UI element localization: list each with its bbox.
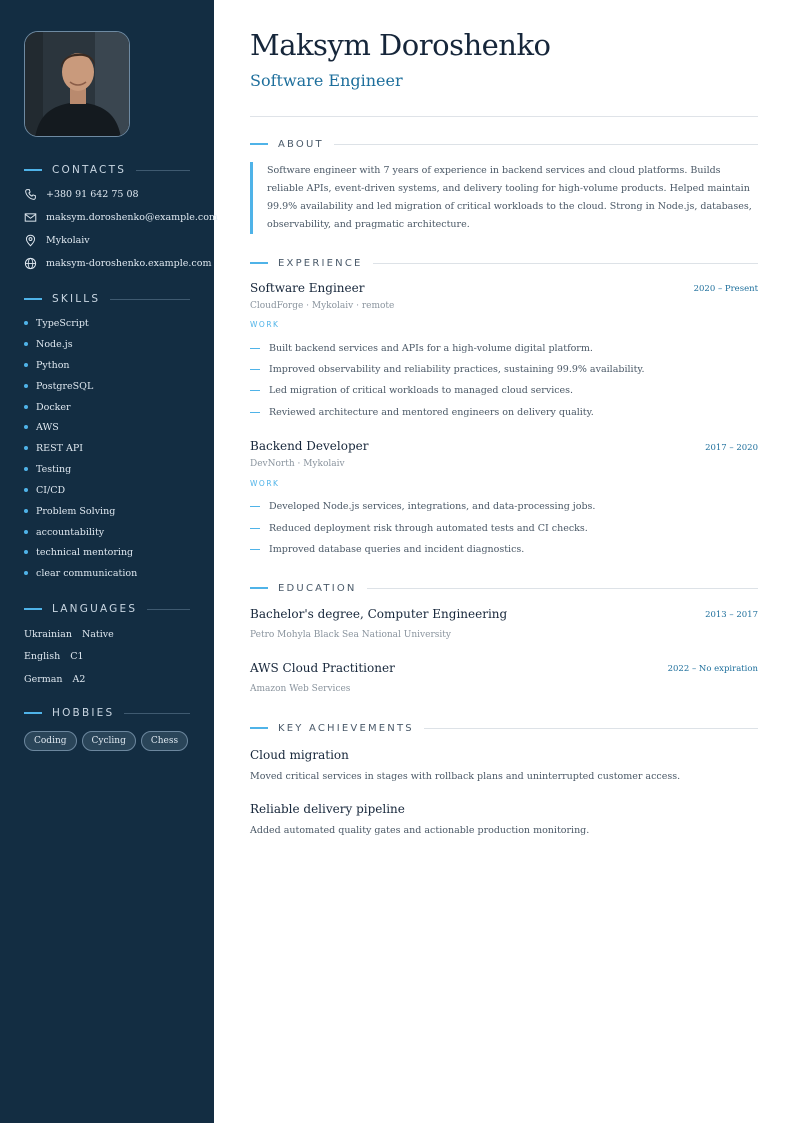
skill-label: REST API <box>36 442 83 454</box>
skill-label: clear communication <box>36 567 138 579</box>
experience-title: Backend Developer <box>250 439 369 453</box>
about-heading-label: ABOUT <box>278 138 324 150</box>
skill-item <box>24 316 89 330</box>
person-portrait-icon <box>25 32 130 137</box>
skill-label: Python <box>36 359 70 371</box>
language-level: Native <box>81 628 114 640</box>
achievements-heading <box>250 721 758 735</box>
contact-phone[interactable] <box>24 186 139 202</box>
achievement-text: Moved critical services in stages with rollback plans and uninterrupted customer access. <box>250 771 681 782</box>
skill-item <box>24 358 70 372</box>
hobby-chip: Coding <box>24 731 77 751</box>
sidebar <box>0 0 218 1123</box>
skill-item <box>24 504 115 518</box>
language-name: English <box>24 650 61 662</box>
candidate-name: Maksym Doroshenko <box>250 28 551 62</box>
skills-heading <box>24 292 190 306</box>
experience-org: CloudForge · Mykolaiv · remote <box>250 301 395 311</box>
language-name: German <box>24 673 63 685</box>
skill-item <box>24 441 83 455</box>
hobbies-heading-label: HOBBIES <box>52 707 115 719</box>
education-org: Amazon Web Services <box>250 684 351 694</box>
about-text: Software engineer with 7 years of experience in backend services and cloud platforms. Builds reliable APIs, event-driven systems, and delivery tooling for high-volume products. Helped maintain 99.9% availability and led migration of critical workloads to the cloud. Strong in Node.js, databases, observability, and pragmatic architecture. <box>250 162 758 234</box>
experience-bullet <box>250 405 594 419</box>
skill-item <box>24 545 133 559</box>
language-name: Ukrainian <box>24 628 72 640</box>
experience-heading <box>250 256 758 270</box>
education-org: Petro Mohyla Black Sea National University <box>250 630 451 640</box>
skill-item <box>24 420 59 434</box>
education-dates: 2022 – No expiration <box>667 664 758 674</box>
skill-label: Problem Solving <box>36 505 116 517</box>
experience-tag: WORK <box>250 479 280 488</box>
skill-item <box>24 379 93 393</box>
achievements-heading-label: KEY ACHIEVEMENTS <box>278 722 414 734</box>
contact-website-text: maksym-doroshenko.example.com <box>46 257 212 269</box>
languages-heading-label: LANGUAGES <box>52 603 138 615</box>
bullet-text: Reviewed architecture and mentored engineers on delivery quality. <box>269 406 594 418</box>
experience-bullet <box>250 362 645 376</box>
skill-label: technical mentoring <box>36 546 134 558</box>
hobby-chip: Chess <box>141 731 188 751</box>
contact-location <box>24 232 90 248</box>
experience-dates: 2017 – 2020 <box>705 443 758 453</box>
language-level: C1 <box>70 650 84 662</box>
contact-email[interactable] <box>24 209 218 225</box>
skill-item <box>24 525 104 539</box>
skill-label: Node.js <box>36 338 73 350</box>
skill-label: CI/CD <box>36 484 66 496</box>
skill-label: AWS <box>36 421 59 433</box>
skill-label: Testing <box>36 463 72 475</box>
language-item <box>24 649 84 663</box>
contact-location-text: Mykolaiv <box>46 234 90 246</box>
skill-item <box>24 566 137 580</box>
bullet-text: Led migration of critical workloads to managed cloud services. <box>269 384 574 396</box>
skill-label: PostgreSQL <box>36 380 94 392</box>
languages-heading <box>24 602 190 616</box>
experience-org: DevNorth · Mykolaiv <box>250 459 345 469</box>
experience-bullet <box>250 499 595 513</box>
experience-bullet <box>250 521 588 535</box>
skill-label: TypeScript <box>36 317 89 329</box>
hobby-chip: Cycling <box>82 731 136 751</box>
mail-icon <box>24 211 37 224</box>
about-heading <box>250 137 758 151</box>
hobbies-list <box>24 731 188 751</box>
education-heading-label: EDUCATION <box>278 582 357 594</box>
language-item <box>24 627 114 641</box>
education-dates: 2013 – 2017 <box>705 610 758 620</box>
skills-heading-label: SKILLS <box>52 293 101 305</box>
bullet-text: Improved database queries and incident diagnostics. <box>269 543 525 555</box>
contacts-heading-label: CONTACTS <box>52 164 127 176</box>
experience-heading-label: EXPERIENCE <box>278 257 363 269</box>
skill-item <box>24 400 71 414</box>
experience-bullet <box>250 542 524 556</box>
bullet-text: Built backend services and APIs for a high-volume digital platform. <box>269 342 593 354</box>
bullet-text: Improved observability and reliability practices, sustaining 99.9% availability. <box>269 363 645 375</box>
language-item <box>24 672 85 686</box>
education-title: AWS Cloud Practitioner <box>250 661 395 675</box>
education-title: Bachelor's degree, Computer Engineering <box>250 607 508 621</box>
contacts-heading <box>24 163 190 177</box>
achievement-title: Reliable delivery pipeline <box>250 802 405 816</box>
phone-icon <box>24 188 37 201</box>
language-level: A2 <box>72 673 86 685</box>
skill-item <box>24 483 65 497</box>
achievement-text: Added automated quality gates and actionable production monitoring. <box>250 825 590 836</box>
contact-email-text: maksym.doroshenko@example.com <box>46 211 218 223</box>
location-pin-icon <box>24 234 37 247</box>
skill-item <box>24 337 73 351</box>
contact-website[interactable] <box>24 255 211 271</box>
bullet-text: Reduced deployment risk through automated tests and CI checks. <box>269 522 588 534</box>
candidate-title: Software Engineer <box>250 71 403 90</box>
globe-icon <box>24 257 37 270</box>
experience-dates: 2020 – Present <box>693 284 758 294</box>
experience-bullet <box>250 341 593 355</box>
hobbies-heading <box>24 706 190 720</box>
profile-photo <box>24 31 130 137</box>
education-heading <box>250 581 758 595</box>
skill-item <box>24 462 71 476</box>
experience-title: Software Engineer <box>250 281 365 295</box>
bullet-text: Developed Node.js services, integrations, and data-processing jobs. <box>269 500 596 512</box>
contact-phone-text: +380 91 642 75 08 <box>46 188 139 200</box>
experience-bullet <box>250 383 573 397</box>
skill-label: accountability <box>36 526 105 538</box>
experience-tag: WORK <box>250 320 280 329</box>
achievement-title: Cloud migration <box>250 748 349 762</box>
header-divider <box>250 116 758 117</box>
skill-label: Docker <box>36 401 71 413</box>
